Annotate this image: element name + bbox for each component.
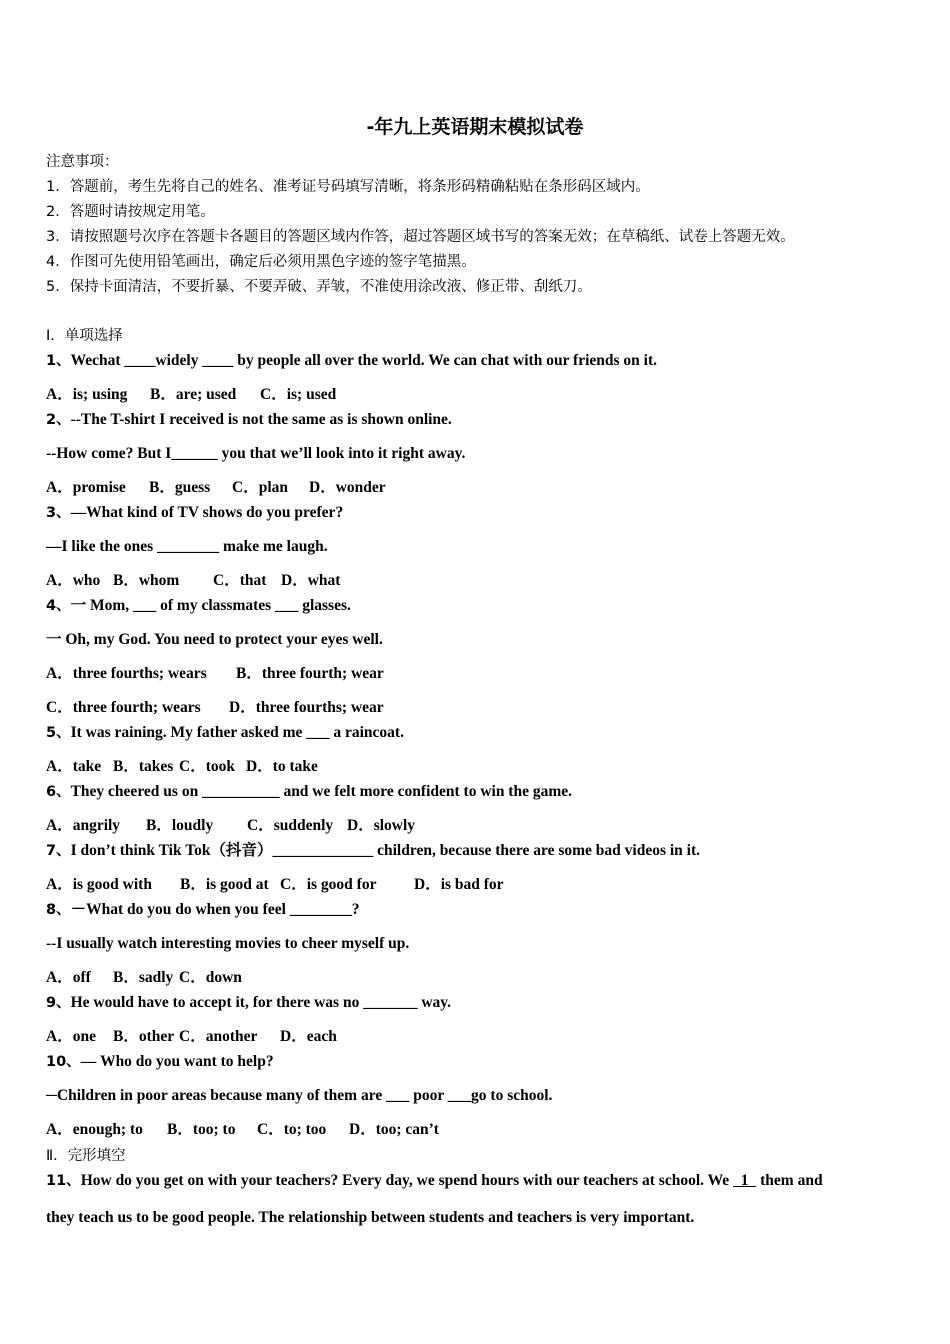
question-4 — [46, 596, 351, 616]
question-number: 1、 — [46, 353, 71, 369]
option-d: D．to take — [246, 758, 318, 775]
option-c: C．plan — [232, 479, 288, 496]
question-number: 8、 — [46, 902, 71, 918]
option-a: A．is; using — [46, 386, 128, 403]
question-7 — [46, 841, 700, 861]
options-8 — [46, 968, 242, 988]
question-number: 4、 — [46, 598, 71, 614]
question-10 — [46, 1052, 274, 1072]
passage-line-2: they teach us to be good people. The relationship between students and teachers is very important. — [46, 1209, 695, 1226]
question-11 — [46, 1171, 823, 1191]
notice-item: 2．答题时请按规定用笔。 — [46, 204, 215, 220]
question-stem: They cheered us on __________ and we felt more confident to win the game. — [70, 783, 573, 800]
options-2 — [46, 478, 386, 498]
option-c: C．is good for — [280, 876, 377, 893]
passage-text: them and — [756, 1172, 823, 1189]
option-b: B．are; used — [150, 386, 237, 403]
passage-text: How do you get on with your teachers? Every day, we spend hours with our teachers at school. We — [80, 1172, 733, 1189]
option-d: D．is bad for — [414, 876, 504, 893]
question-number: 7、 — [46, 843, 71, 859]
option-b: B．whom — [113, 572, 180, 589]
options-1 — [46, 385, 336, 405]
question-5 — [46, 723, 404, 743]
options-4-row2 — [46, 698, 384, 718]
option-b: B．is good at — [180, 876, 269, 893]
question-2-reply: --How come? But I______ you that we’ll look into it right away. — [46, 445, 466, 462]
option-d: D．what — [281, 572, 341, 589]
question-3 — [46, 503, 343, 523]
question-number: 2、 — [46, 412, 71, 428]
option-a: A．one — [46, 1028, 96, 1045]
option-a: A．angrily — [46, 817, 121, 834]
question-stem: He would have to accept it, for there was no _______ way. — [70, 994, 452, 1011]
option-b: B．sadly — [113, 969, 174, 986]
options-10 — [46, 1120, 439, 1140]
notice-item: 5．保持卡面清洁，不要折暴、不要弄破、弄皱，不准使用涂改液、修正带、刮纸刀。 — [46, 279, 592, 295]
notice-item: 4．作图可先使用铅笔画出，确定后必须用黑色字迹的签字笔描黑。 — [46, 254, 476, 270]
question-stem: It was raining. My father asked me ___ a raincoat. — [70, 724, 404, 741]
options-9 — [46, 1027, 337, 1047]
option-c: C．suddenly — [247, 817, 334, 834]
options-4-row1 — [46, 664, 384, 684]
question-stem: --The T-shirt I received is not the same as is shown online. — [70, 411, 452, 428]
option-a: A．enough; to — [46, 1121, 143, 1138]
blank-number: 1 — [740, 1172, 749, 1189]
section-heading: Ⅰ．单项选择 — [46, 328, 123, 344]
option-c: C．down — [179, 969, 242, 986]
options-7 — [46, 875, 504, 895]
option-d: D．slowly — [347, 817, 416, 834]
question-stem: — Who do you want to help? — [80, 1053, 274, 1070]
question-9 — [46, 993, 451, 1013]
page-title: -年九上英语期末模拟试卷 — [366, 116, 584, 138]
question-number: 6、 — [46, 784, 71, 800]
option-d: D．three fourths; wear — [229, 699, 384, 716]
option-b: B．three fourth; wear — [236, 665, 384, 682]
notice-item: 3．请按照题号次序在答题卡各题目的答题区域内作答，超过答题区域书写的答案无效；在草稿纸、试卷上答题无效。 — [46, 229, 795, 245]
question-8 — [46, 900, 360, 920]
option-b: B．loudly — [146, 817, 214, 834]
option-b: B．too; to — [167, 1121, 236, 1138]
notice-item: 1．答题前，考生先将自己的姓名、准考证号码填写清晰，将条形码精确粘贴在条形码区域内。 — [46, 179, 650, 195]
question-number: 5、 — [46, 725, 71, 741]
option-d: D．each — [280, 1028, 337, 1045]
options-3 — [46, 571, 340, 591]
question-number: 11、 — [46, 1173, 81, 1189]
option-d: D．wonder — [309, 479, 386, 496]
question-stem: 一 Mom, ___ of my classmates ___ glasses. — [70, 597, 351, 614]
options-6 — [46, 816, 415, 836]
option-c: C．that — [213, 572, 267, 589]
question-2 — [46, 410, 452, 430]
question-stem: I don’t think Tik Tok（抖音）_____________ children, because there are some bad videos in it. — [70, 842, 701, 859]
options-5 — [46, 757, 318, 777]
question-1 — [46, 351, 657, 371]
option-c: C．to; too — [257, 1121, 327, 1138]
question-stem: Wechat ____widely ____ by people all over the world. We can chat with our friends on it. — [70, 352, 658, 369]
question-10-reply: ─Children in poor areas because many of them are ___ poor ___go to school. — [46, 1087, 553, 1104]
question-8-reply: --I usually watch interesting movies to cheer myself up. — [46, 935, 410, 952]
option-a: A．off — [46, 969, 91, 986]
option-a: A．take — [46, 758, 102, 775]
option-b: B．other — [113, 1028, 175, 1045]
option-c: C．is; used — [260, 386, 337, 403]
option-a: A．who — [46, 572, 101, 589]
notice-heading: 注意事项： — [46, 154, 119, 170]
section-heading: Ⅱ．完形填空 — [46, 1148, 126, 1164]
option-c: C．three fourth; wears — [46, 699, 201, 716]
question-6 — [46, 782, 572, 802]
option-b: B．takes — [113, 758, 174, 775]
option-c: C．took — [179, 758, 235, 775]
option-a: A．promise — [46, 479, 126, 496]
question-stem: －What do you do when you feel ________? — [70, 901, 360, 918]
question-3-reply: —I like the ones ________ make me laugh. — [46, 538, 328, 555]
question-stem: —What kind of TV shows do you prefer? — [70, 504, 344, 521]
question-number: 9、 — [46, 995, 71, 1011]
question-number: 10、 — [46, 1054, 81, 1070]
question-4-reply: 一 Oh, my God. You need to protect your eyes well. — [46, 631, 383, 648]
option-b: B．guess — [149, 479, 211, 496]
question-number: 3、 — [46, 505, 71, 521]
option-d: D．too; can’t — [349, 1121, 439, 1138]
option-a: A．is good with — [46, 876, 152, 893]
option-c: C．another — [179, 1028, 258, 1045]
option-a: A．three fourths; wears — [46, 665, 207, 682]
